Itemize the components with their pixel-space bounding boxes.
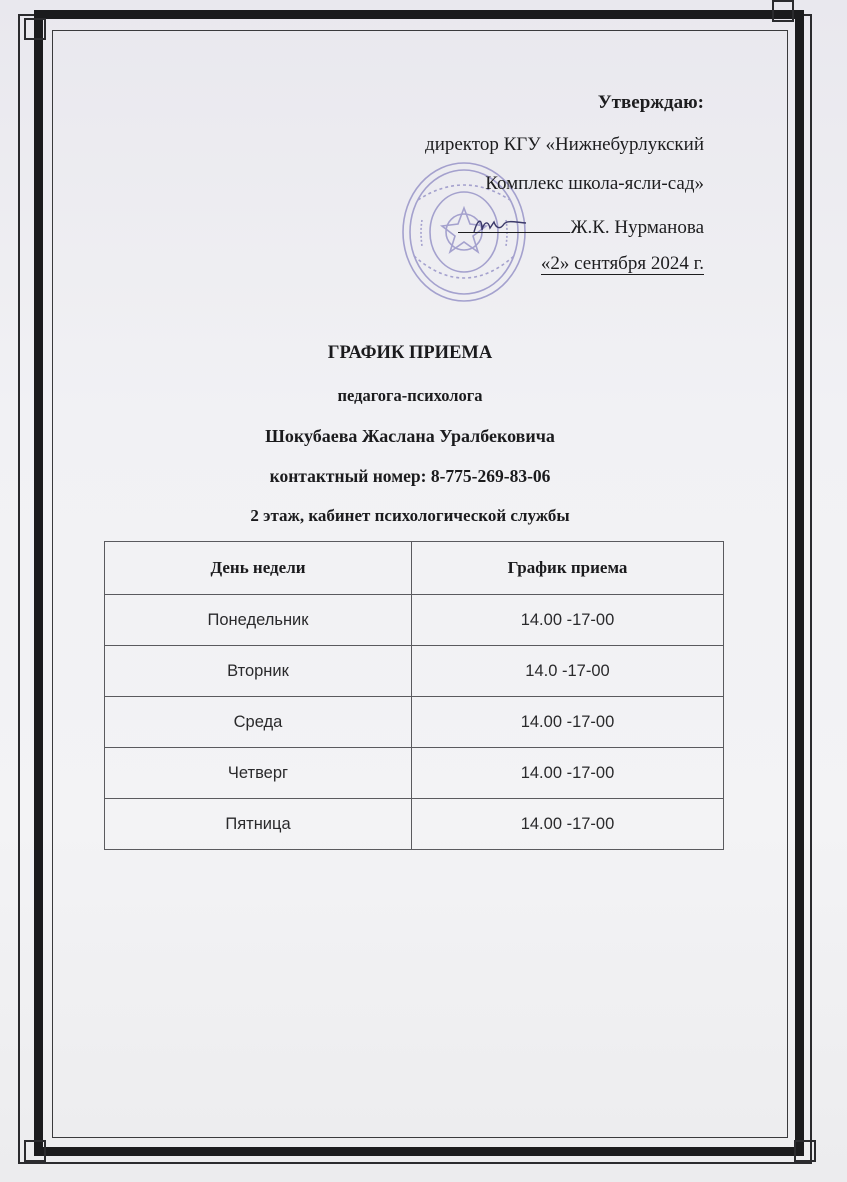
day-cell: Среда [105,697,412,748]
frame-corner-ornament [794,1140,816,1162]
column-header-day: День недели [105,542,412,595]
table-row [105,697,724,748]
table-row [105,748,724,799]
time-cell: 14.00 -17-00 [412,595,724,646]
table-row [105,646,724,697]
office-location: 2 этаж, кабинет психологической службы [250,506,570,525]
day-cell: Пятница [105,799,412,850]
reception-schedule-table [104,541,724,850]
approval-signer-name: Ж.К. Нурманова [570,217,704,238]
specialist-name: Шокубаева Жаслана Уралбековича [265,426,555,446]
day-cell: Четверг [105,748,412,799]
table-row [105,595,724,646]
document-title: ГРАФИК ПРИЕМА [327,343,493,363]
approval-title: Утверждаю: [597,92,704,113]
frame-corner-ornament [24,1140,46,1162]
time-cell: 14.00 -17-00 [412,697,724,748]
approval-organization: Комплекс школа-ясли-сад» [485,173,704,194]
table-row [105,799,724,850]
time-cell: 14.00 -17-00 [412,748,724,799]
day-cell: Вторник [105,646,412,697]
time-cell: 14.0 -17-00 [412,646,724,697]
contact-phone: контактный номер: 8-775-269-83-06 [269,466,551,486]
column-header-schedule: График приема [412,542,724,595]
day-cell: Понедельник [105,595,412,646]
frame-corner-ornament [772,0,794,22]
frame-corner-ornament [24,18,46,40]
approval-date-text: «2» сентября 2024 г. [540,253,704,274]
specialist-role: педагога-психолога [337,386,483,405]
approval-date [541,253,704,275]
time-cell: 14.00 -17-00 [412,799,724,850]
approval-position: директор КГУ «Нижнебурлукский [425,134,704,155]
table-header-row [105,542,724,595]
handwritten-signature [470,214,530,238]
